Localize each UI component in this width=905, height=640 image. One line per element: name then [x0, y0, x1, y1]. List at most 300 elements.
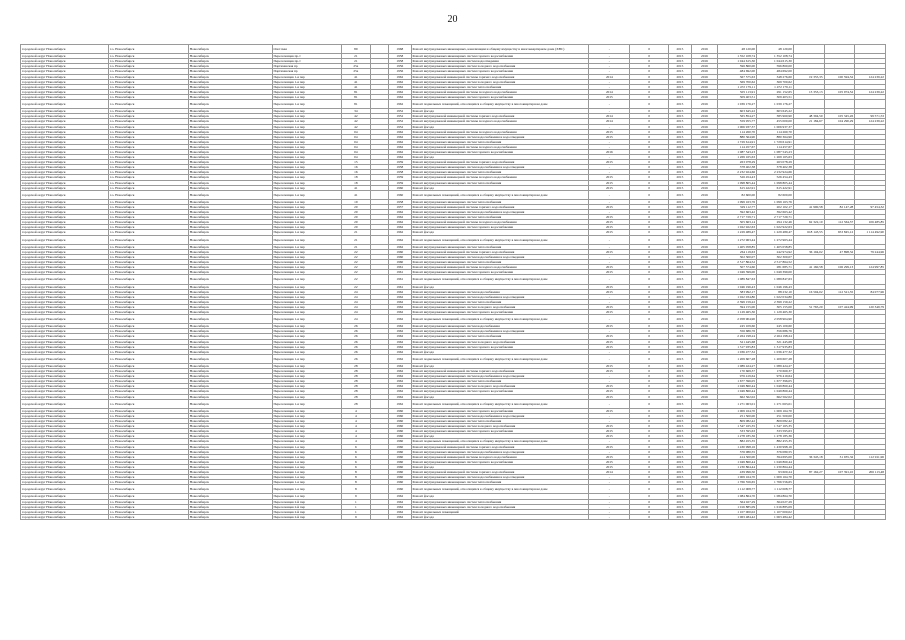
settlement-cell: Новосибирск — [188, 494, 272, 499]
settlement-cell: Новосибирск — [188, 434, 272, 439]
last-repair-year-cell: - — [589, 210, 630, 215]
settlement-cell: Новосибирск — [188, 69, 272, 74]
year-built-cell: 1962 — [389, 144, 411, 149]
year-built-cell: 1962 — [389, 149, 411, 154]
work-type-cell: Ремонт внутридомовой инженерной системы холодного водоснабжения — [411, 119, 589, 124]
plan-end-year-cell: 2016 — [691, 249, 718, 254]
house-number-cell: 4 — [342, 434, 371, 439]
work-type-cell: Ремонт внутридомовых инженерных систем холодного водоснабжения — [411, 79, 589, 84]
work-type-cell: Ремонт внутридомовых инженерных систем водоснабжения и водоотведения — [411, 254, 589, 259]
cost-total-cell: 367 575,63 — [718, 74, 757, 79]
settlement-cell: Новосибирск — [188, 344, 272, 349]
street-cell: Переселенцев 1-я пер — [272, 309, 342, 314]
municipality-cell: городской округ Новосибирск — [21, 165, 109, 170]
last-repair-year-cell: 2015 — [589, 185, 630, 190]
cost-total-cell: 369 700,62 — [718, 79, 757, 84]
settlement-cell: Новосибирск — [188, 354, 272, 363]
cost-fund-cell: 976 419,64 — [757, 374, 794, 379]
street-cell: Переселенцев 1-я пер — [272, 379, 342, 384]
street-cell: Переселенцев 1-я пер — [272, 94, 342, 99]
district-cell: г.о. Новосибирск — [108, 265, 188, 270]
cost-total-cell: 2 399 159,22 — [718, 299, 757, 304]
last-repair-year-cell: - — [589, 485, 630, 494]
district-cell: г.о. Новосибирск — [108, 449, 188, 454]
norm-cell: 0 — [630, 480, 669, 485]
street-cell: Партизанская пр — [272, 69, 342, 74]
year-built-cell: 1962 — [389, 334, 411, 339]
settlement-cell: Новосибирск — [188, 309, 272, 314]
year-built-cell: 1962 — [389, 369, 411, 374]
house-number-cell: 24 — [342, 304, 371, 309]
last-repair-year-cell: - — [589, 419, 630, 424]
work-type-cell: Ремонт фасада — [411, 124, 589, 129]
cost-total-cell: 114 260,70 — [718, 129, 757, 134]
norm-cell: 0 — [630, 165, 669, 170]
norm-cell: 0 — [630, 294, 669, 299]
house-number-cell: 04 — [342, 144, 371, 149]
plan-end-year-cell: 2016 — [691, 225, 718, 230]
cost-other-cell: 124 239,22 — [855, 74, 886, 79]
last-repair-year-cell: 2015 — [589, 454, 630, 459]
municipality-cell: городской округ Новосибирск — [21, 434, 109, 439]
year-built-cell: 1962 — [389, 299, 411, 304]
last-repair-year-cell: 2015 — [589, 459, 630, 464]
cost-total-cell: 378 402,38 — [718, 165, 757, 170]
settlement-cell: Новосибирск — [188, 304, 272, 309]
district-cell: г.о. Новосибирск — [108, 94, 188, 99]
plan-end-year-cell: 2016 — [691, 149, 718, 154]
house-number-cell: 26 — [342, 324, 371, 329]
work-type-cell: Ремонт внутридомовых инженерных систем горячего водоснабжения — [411, 225, 589, 230]
settlement-cell: Новосибирск — [188, 329, 272, 334]
street-cell: Переселенцев 1-я пер — [272, 249, 342, 254]
year-built-cell: 1962 — [389, 244, 411, 249]
cost-budget-cell — [793, 100, 824, 109]
district-cell: г.о. Новосибирск — [108, 354, 188, 363]
work-type-cell: Ремонт внутридомовых инженерных систем водоснабжения и водоотведения — [411, 475, 589, 480]
plan-end-year-cell: 2016 — [691, 165, 718, 170]
street-cell: Переселенцев 1-я пер — [272, 254, 342, 259]
cost-other-cell — [855, 100, 886, 109]
house-number-cell: 21 — [342, 244, 371, 249]
plan-end-year-cell: 2016 — [691, 254, 718, 259]
last-repair-year-cell: 2015 — [589, 344, 630, 349]
cost-total-cell: 2 717 729,71 — [718, 215, 757, 220]
settlement-cell: Новосибирск — [188, 469, 272, 474]
street-cell: Переселенцев 1-я пер — [272, 399, 342, 408]
norm-cell: 0 — [630, 329, 669, 334]
cost-owners-cell — [824, 315, 855, 324]
work-type-cell: Ремонт подвальных помещений, относящихся к общему имуществу в многоквартирном доме — [411, 439, 589, 444]
work-type-cell: Ремонт внутридомовых инженерных систем теплоснабжения — [411, 139, 589, 144]
last-repair-year-cell: - — [589, 170, 630, 175]
municipality-cell: городской округ Новосибирск — [21, 494, 109, 499]
street-cell: Переселенцев 1-я пер — [272, 315, 342, 324]
street-cell: Переселенцев 1-я пер — [272, 485, 342, 494]
street-cell: Переселенцев 1-я пер — [272, 389, 342, 394]
settlement-cell: Новосибирск — [188, 79, 272, 84]
plan-start-year-cell: 2015 — [669, 294, 691, 299]
cost-fund-cell: 1 084 864,70 — [757, 494, 794, 499]
work-type-cell: Ремонт внутридомовых инженерных систем теплоснабжения — [411, 199, 589, 204]
repair-schedule-table — [20, 44, 886, 520]
year-built-cell: 1958 — [389, 165, 411, 170]
street-cell: Переселенцев 1-я пер — [272, 84, 342, 89]
municipality-cell: городской округ Новосибирск — [21, 275, 109, 284]
plan-end-year-cell: 2016 — [691, 114, 718, 119]
district-cell: г.о. Новосибирск — [108, 514, 188, 519]
cost-fund-cell: 1 269 165,63 — [757, 155, 794, 160]
street-cell: Переселенцев 1-я пер — [272, 454, 342, 459]
district-cell: г.о. Новосибирск — [108, 413, 188, 418]
cost-fund-cell: 2 517 864,52 — [757, 260, 794, 265]
house-number-cell: 22 — [342, 284, 371, 289]
district-cell: г.о. Новосибирск — [108, 299, 188, 304]
municipality-cell: городской округ Новосибирск — [21, 324, 109, 329]
municipality-cell: городской округ Новосибирск — [21, 215, 109, 220]
municipality-cell: городской округ Новосибирск — [21, 339, 109, 344]
plan-start-year-cell: 2015 — [669, 129, 691, 134]
year-built-cell: 1962 — [389, 374, 411, 379]
last-repair-year-cell: - — [589, 374, 630, 379]
cost-fund-cell: 333 595,63 — [757, 429, 794, 434]
cost-fund-cell: 294 132,46 — [757, 220, 794, 225]
work-type-cell: Ремонт фасада — [411, 155, 589, 160]
settlement-cell: Новосибирск — [188, 114, 272, 119]
norm-cell: 0 — [630, 374, 669, 379]
last-repair-year-cell: 2015 — [589, 230, 630, 235]
norm-cell: 0 — [630, 114, 669, 119]
settlement-cell: Новосибирск — [188, 349, 272, 354]
street-cell: Переселенцев 1-я пер — [272, 155, 342, 160]
district-cell: г.о. Новосибирск — [108, 134, 188, 139]
work-type-cell: Ремонт внутридомовых инженерных систем теплоснабжения — [411, 419, 589, 424]
cost-total-cell: 1 677 396,05 — [718, 379, 757, 384]
plan-end-year-cell: 2016 — [691, 235, 718, 244]
year-built-cell: 1962 — [389, 315, 411, 324]
work-type-cell: Ремонт внутридомовых инженерных систем водоснабжения и водоотведения — [411, 210, 589, 215]
building-cell — [370, 354, 388, 363]
plan-start-year-cell: 2015 — [669, 190, 691, 199]
cost-total-cell: 1 063 484,42 — [718, 514, 757, 519]
year-built-cell: 1960 — [389, 454, 411, 459]
settlement-cell: Новосибирск — [188, 254, 272, 259]
house-number-cell: 81 — [342, 100, 371, 109]
plan-end-year-cell: 2016 — [691, 504, 718, 509]
building-cell — [370, 485, 388, 494]
municipality-cell: городской округ Новосибирск — [21, 444, 109, 449]
house-number-cell: 25а — [342, 64, 371, 69]
cost-owners-cell: 106 299,13 — [824, 265, 855, 270]
work-type-cell: Ремонт внутридомовых инженерных систем холодного водоснабжения — [411, 424, 589, 429]
work-type-cell: Ремонт внутридомовой инженерной системы горячего водоснабжения — [411, 160, 589, 165]
municipality-cell: городской округ Новосибирск — [21, 265, 109, 270]
norm-cell: 0 — [630, 419, 669, 424]
cost-fund-cell: 1 278 185,36 — [757, 434, 794, 439]
street-cell: Переселенцев 1-я пер — [272, 459, 342, 464]
house-number-cell: 26 — [342, 329, 371, 334]
house-number-cell: 22 — [342, 270, 371, 275]
plan-end-year-cell: 2016 — [691, 205, 718, 210]
plan-start-year-cell: 2015 — [669, 304, 691, 309]
district-cell: г.о. Новосибирск — [108, 475, 188, 480]
year-built-cell: 1962 — [389, 499, 411, 504]
municipality-cell: городской округ Новосибирск — [21, 309, 109, 314]
work-type-cell: Ремонт внутридомовых инженерных систем теплоснабжения — [411, 499, 589, 504]
plan-end-year-cell: 2016 — [691, 379, 718, 384]
cost-fund-cell: 369 700,62 — [757, 79, 794, 84]
plan-end-year-cell: 2016 — [691, 109, 718, 114]
street-cell: Переселенцев 1-я пер — [272, 175, 342, 180]
municipality-cell: городской округ Новосибирск — [21, 354, 109, 363]
last-repair-year-cell: - — [589, 299, 630, 304]
district-cell: г.о. Новосибирск — [108, 339, 188, 344]
cost-total-cell: 1 472 179,11 — [718, 84, 757, 89]
plan-start-year-cell: 2015 — [669, 199, 691, 204]
cost-budget-cell — [793, 354, 824, 363]
year-built-cell: 1959 — [389, 180, 411, 185]
work-type-cell: Ремонт внутридомовых инженерных систем горячего водоснабжения — [411, 69, 589, 74]
house-number-cell: 26 — [342, 354, 371, 363]
year-built-cell: 1961 — [389, 265, 411, 270]
district-cell: г.о. Новосибирск — [108, 289, 188, 294]
settlement-cell: Новосибирск — [188, 74, 272, 79]
work-type-cell: Ремонт внутридомовых инженерных систем теплоснабжения — [411, 215, 589, 220]
cost-fund-cell: 882 455,35 — [757, 439, 794, 444]
work-type-cell: Ремонт внутридомовой инженерной системы горячего водоснабжения — [411, 205, 589, 210]
plan-start-year-cell: 2015 — [669, 485, 691, 494]
cost-total-cell: 565 854,27 — [718, 114, 757, 119]
year-built-cell: 1962 — [389, 74, 411, 79]
cost-other-cell: 1 114 492,90 — [855, 230, 886, 235]
plan-end-year-cell: 2016 — [691, 374, 718, 379]
year-built-cell: 1959 — [389, 175, 411, 180]
street-cell: Переселенцев 1-я пер — [272, 230, 342, 235]
table-row — [21, 315, 886, 324]
cost-total-cell: 1 112 008,77 — [718, 485, 757, 494]
cost-total-cell: 603 645,22 — [718, 109, 757, 114]
municipality-cell: городской округ Новосибирск — [21, 54, 109, 59]
cost-total-cell: 170 669,37 — [718, 369, 757, 374]
plan-start-year-cell: 2015 — [669, 324, 691, 329]
municipality-cell: городской округ Новосибирск — [21, 129, 109, 134]
norm-cell: 0 — [630, 45, 669, 54]
year-built-cell: 1962 — [389, 509, 411, 514]
settlement-cell: Новосибирск — [188, 235, 272, 244]
street-cell: Переселенцев 1-я пер — [272, 464, 342, 469]
plan-start-year-cell: 2015 — [669, 45, 691, 54]
last-repair-year-cell: - — [589, 79, 630, 84]
work-type-cell: Ремонт внутридомовых инженерных систем водоснабжения и водоотведения — [411, 329, 589, 334]
last-repair-year-cell: - — [589, 124, 630, 129]
work-type-cell: Ремонт внутридомовой инженерной системы горячего водоснабжения — [411, 74, 589, 79]
settlement-cell: Новосибирск — [188, 215, 272, 220]
settlement-cell: Новосибирск — [188, 185, 272, 190]
norm-cell: 0 — [630, 84, 669, 89]
plan-start-year-cell: 2015 — [669, 230, 691, 235]
cost-total-cell: 976 419,64 — [718, 374, 757, 379]
house-number-cell: 4 — [342, 408, 371, 413]
last-repair-year-cell: - — [589, 45, 630, 54]
plan-end-year-cell: 2016 — [691, 244, 718, 249]
plan-start-year-cell: 2015 — [669, 384, 691, 389]
settlement-cell: Новосибирск — [188, 190, 272, 199]
year-built-cell: 1960 — [389, 254, 411, 259]
settlement-cell: Новосибирск — [188, 399, 272, 408]
last-repair-year-cell: - — [589, 439, 630, 444]
year-built-cell: 1956 — [389, 64, 411, 69]
cost-fund-cell: 2 232 924,66 — [757, 170, 794, 175]
plan-end-year-cell: 2016 — [691, 144, 718, 149]
plan-start-year-cell: 2015 — [669, 170, 691, 175]
municipality-cell: городской округ Новосибирск — [21, 379, 109, 384]
cost-total-cell: 305 663,14 — [718, 220, 757, 225]
district-cell: г.о. Новосибирск — [108, 165, 188, 170]
plan-start-year-cell: 2015 — [669, 94, 691, 99]
norm-cell: 0 — [630, 334, 669, 339]
cost-owners-cell — [824, 514, 855, 519]
plan-start-year-cell: 2015 — [669, 509, 691, 514]
year-built-cell: 1962 — [389, 235, 411, 244]
street-cell: Переселенцев 1-я пер — [272, 289, 342, 294]
cost-total-cell: 1 022 034,80 — [718, 294, 757, 299]
house-number-cell: 24 — [342, 289, 371, 294]
norm-cell: 0 — [630, 74, 669, 79]
municipality-cell: городской округ Новосибирск — [21, 170, 109, 175]
district-cell: г.о. Новосибирск — [108, 334, 188, 339]
norm-cell: 0 — [630, 304, 669, 309]
cost-fund-cell: 1 089 424,27 — [757, 364, 794, 369]
plan-end-year-cell: 2016 — [691, 230, 718, 235]
cost-total-cell: 1 271 063,01 — [718, 399, 757, 408]
cost-budget-cell — [793, 235, 824, 244]
district-cell: г.о. Новосибирск — [108, 225, 188, 230]
street-cell: Переселенцев 1-я пер — [272, 165, 342, 170]
plan-start-year-cell: 2015 — [669, 424, 691, 429]
plan-end-year-cell: 2016 — [691, 220, 718, 225]
last-repair-year-cell: 2014 — [589, 89, 630, 94]
plan-start-year-cell: 2015 — [669, 480, 691, 485]
work-type-cell: Ремонт внутридомовой инженерной системы холодного водоснабжения — [411, 220, 589, 225]
house-number-cell: 21 — [342, 54, 371, 59]
district-cell: г.о. Новосибирск — [108, 69, 188, 74]
settlement-cell: Новосибирск — [188, 165, 272, 170]
street-cell: Переселенцев 2-й пер — [272, 499, 342, 504]
plan-start-year-cell: 2015 — [669, 220, 691, 225]
street-cell: Переселенцев 1-я пер — [272, 149, 342, 154]
last-repair-year-cell: 2015 — [589, 429, 630, 434]
street-cell: Переселенцев 1-я пер — [272, 160, 342, 165]
cost-total-cell: 1 209 607,28 — [718, 354, 757, 363]
cost-total-cell: 392 663,42 — [718, 210, 757, 215]
work-type-cell: Ремонт внутридомовых инженерных систем горячего водоснабжения — [411, 344, 589, 349]
cost-other-cell — [855, 190, 886, 199]
municipality-cell: городской округ Новосибирск — [21, 504, 109, 509]
repair-schedule-table-wrap — [20, 44, 886, 520]
norm-cell: 0 — [630, 399, 669, 408]
cost-total-cell: 329 112,77 — [718, 205, 757, 210]
plan-start-year-cell: 2015 — [669, 165, 691, 170]
cost-fund-cell: 1 022 034,80 — [757, 294, 794, 299]
norm-cell: 0 — [630, 265, 669, 270]
work-type-cell: Ремонт внутридомовых инженерных систем горячего водоснабжения — [411, 459, 589, 464]
district-cell: г.о. Новосибирск — [108, 114, 188, 119]
settlement-cell: Новосибирск — [188, 289, 272, 294]
cost-total-cell: 1 405 058,85 — [718, 244, 757, 249]
plan-end-year-cell: 2016 — [691, 199, 718, 204]
street-cell: Переселенцев пр-т — [272, 59, 342, 64]
year-built-cell: 1960 — [389, 469, 411, 474]
year-built-cell: 1952 — [389, 124, 411, 129]
last-repair-year-cell: 2015 — [589, 369, 630, 374]
house-number-cell: 28 — [342, 384, 371, 389]
street-cell: Переселенцев 1-я пер — [272, 429, 342, 434]
settlement-cell: Новосибирск — [188, 504, 272, 509]
cost-total-cell: 309 403,51 — [718, 94, 757, 99]
work-type-cell: Ремонт внутридомовых инженерных систем теплоснабжения — [411, 334, 589, 339]
district-cell: г.о. Новосибирск — [108, 175, 188, 180]
cost-fund-cell: 114 457,67 — [757, 144, 794, 149]
district-cell: г.о. Новосибирск — [108, 170, 188, 175]
house-number-cell: 28 — [342, 379, 371, 384]
plan-end-year-cell: 2016 — [691, 69, 718, 74]
plan-start-year-cell: 2015 — [669, 64, 691, 69]
plan-end-year-cell: 2016 — [691, 79, 718, 84]
cost-fund-cell: 1 129 465,30 — [757, 309, 794, 314]
settlement-cell: Новосибирск — [188, 270, 272, 275]
district-cell: г.о. Новосибирск — [108, 210, 188, 215]
district-cell: г.о. Новосибирск — [108, 185, 188, 190]
house-number-cell: 22 — [342, 260, 371, 265]
cost-total-cell: 1 430 998,16 — [718, 444, 757, 449]
cost-fund-cell: 202 102,17 — [757, 205, 794, 210]
municipality-cell: городской округ Новосибирск — [21, 364, 109, 369]
norm-cell: 0 — [630, 309, 669, 314]
table-row — [21, 514, 886, 519]
plan-end-year-cell: 2016 — [691, 54, 718, 59]
year-built-cell: 1962 — [389, 399, 411, 408]
year-built-cell: 1968 — [389, 45, 411, 54]
last-repair-year-cell: - — [589, 499, 630, 504]
norm-cell: 0 — [630, 185, 669, 190]
municipality-cell: городской округ Новосибирск — [21, 230, 109, 235]
street-cell: Переселенцев 1-я пер — [272, 299, 342, 304]
house-number-cell: 28 — [342, 399, 371, 408]
municipality-cell: городской округ Новосибирск — [21, 344, 109, 349]
street-cell: Переселенцев 1-я пер — [272, 244, 342, 249]
house-number-cell: 15 — [342, 160, 371, 165]
last-repair-year-cell: 2016 — [589, 149, 630, 154]
cost-owners-cell — [824, 45, 855, 54]
cost-fund-cell: 1 352 108,74 — [757, 54, 794, 59]
work-type-cell: Ремонт внутридомовых инженерных систем водоснабжения и водоотведения — [411, 413, 589, 418]
street-cell: Переселенцев 1-я пер — [272, 364, 342, 369]
house-number-cell: 22 — [342, 254, 371, 259]
cost-fund-cell: 1 046 196,43 — [757, 284, 794, 289]
work-type-cell: Ремонт внутридомовой инженерной системы горячего водоснабжения — [411, 369, 589, 374]
building-cell — [370, 100, 388, 109]
plan-end-year-cell: 2016 — [691, 129, 718, 134]
year-built-cell: 1961 — [389, 284, 411, 289]
work-type-cell: Ремонт внутридомовых инженерных систем теплоснабжения — [411, 170, 589, 175]
house-number-cell: 8 — [342, 475, 371, 480]
plan-end-year-cell: 2016 — [691, 384, 718, 389]
settlement-cell: Новосибирск — [188, 294, 272, 299]
plan-end-year-cell: 2016 — [691, 509, 718, 514]
street-cell: Переселенцев 1-я пер — [272, 225, 342, 230]
year-built-cell: 1962 — [389, 389, 411, 394]
settlement-cell: Новосибирск — [188, 64, 272, 69]
